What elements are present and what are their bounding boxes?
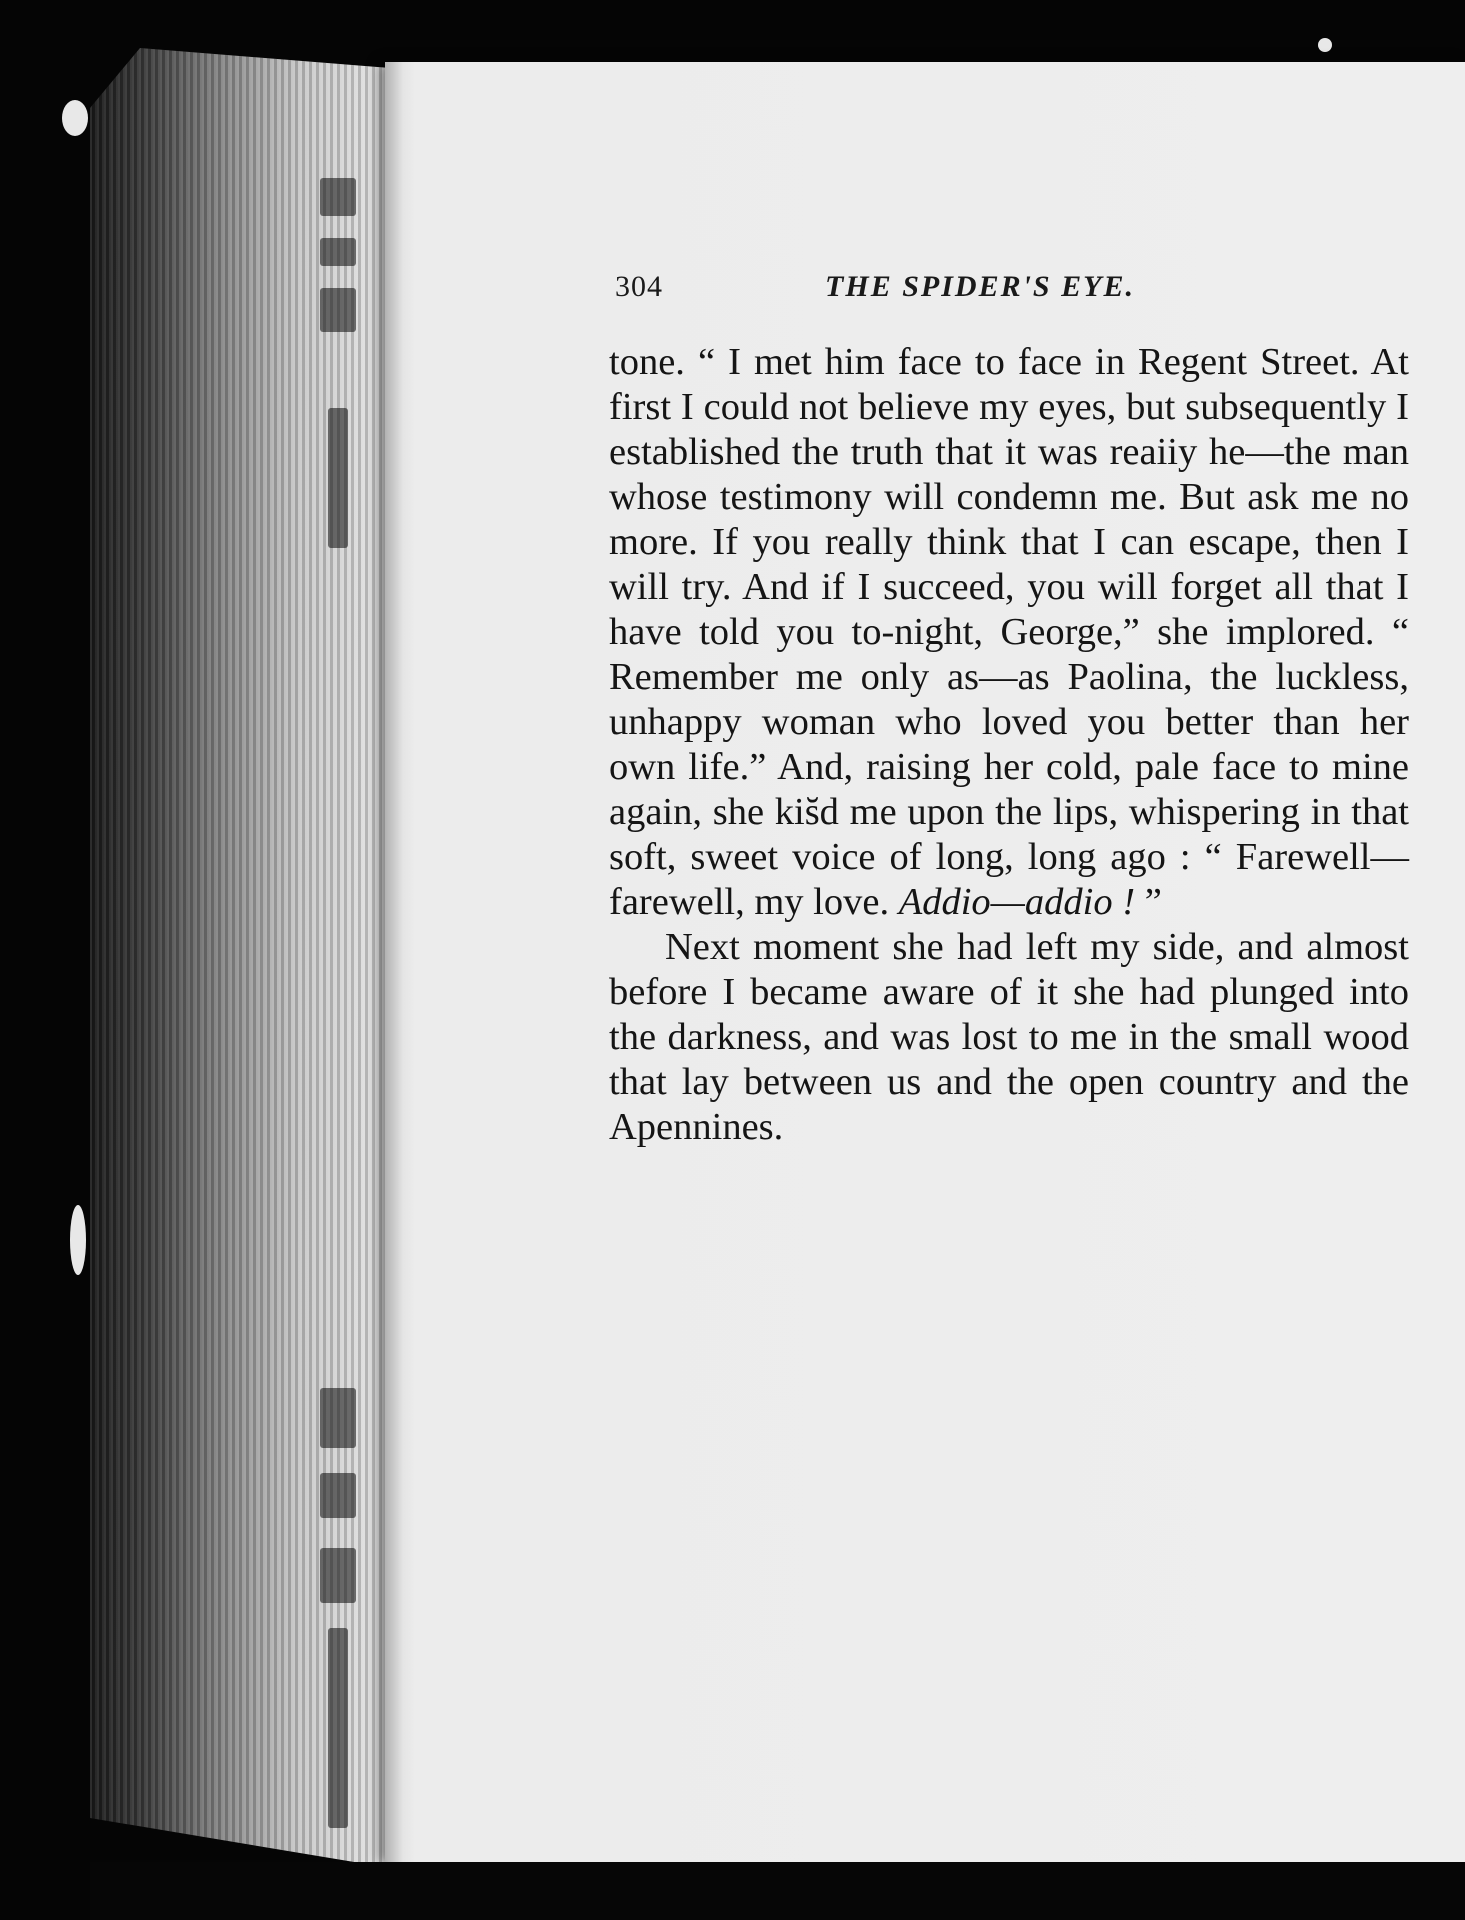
spine-stamp-marks bbox=[320, 178, 360, 1828]
body-text bbox=[609, 340, 1409, 1150]
page-gutter-shadow bbox=[385, 62, 403, 1864]
italic-farewell: Addio—addio ! bbox=[898, 881, 1136, 923]
scan-speck bbox=[62, 100, 88, 136]
book-page bbox=[385, 62, 1465, 1864]
scan-speck bbox=[1318, 38, 1332, 52]
paragraph bbox=[609, 340, 1409, 925]
paragraph-text: tone. “ I met him face to face in Regent Street. At first I could not believe my eyes, but subsequently I established the truth that it was reaiiy he—the man whose testimony will condemn me. But ask me no more. If you really think that I can escape, then I will try. And if I succeed, you will forget all that I have told you to-night, George,” she implored. “ Remember me only as—as Paolina, the luckless, unhappy woman who loved you better than her own life.” And, raising her cold, pale face to mine again, she kis̆̆d me upon the lips, whispering in that soft, sweet voice of long, long ago : “ Farewell—farewell, my love. bbox=[609, 341, 1409, 923]
running-head bbox=[615, 270, 1345, 310]
paragraph: Next moment she had left my side, and almost before I became aware of it she had plunged into the darkness, and was lost to me in the small wood that lay between us and the open country and the Apennines. bbox=[609, 926, 1409, 1148]
book-page-edges bbox=[90, 48, 390, 1868]
scan-speck bbox=[70, 1205, 86, 1275]
bottom-shadow bbox=[90, 1862, 1465, 1920]
page-number: 304 bbox=[615, 270, 663, 303]
page-heading: THE SPIDER'S EYE. bbox=[825, 270, 1135, 303]
closing-quote: ” bbox=[1135, 881, 1162, 923]
